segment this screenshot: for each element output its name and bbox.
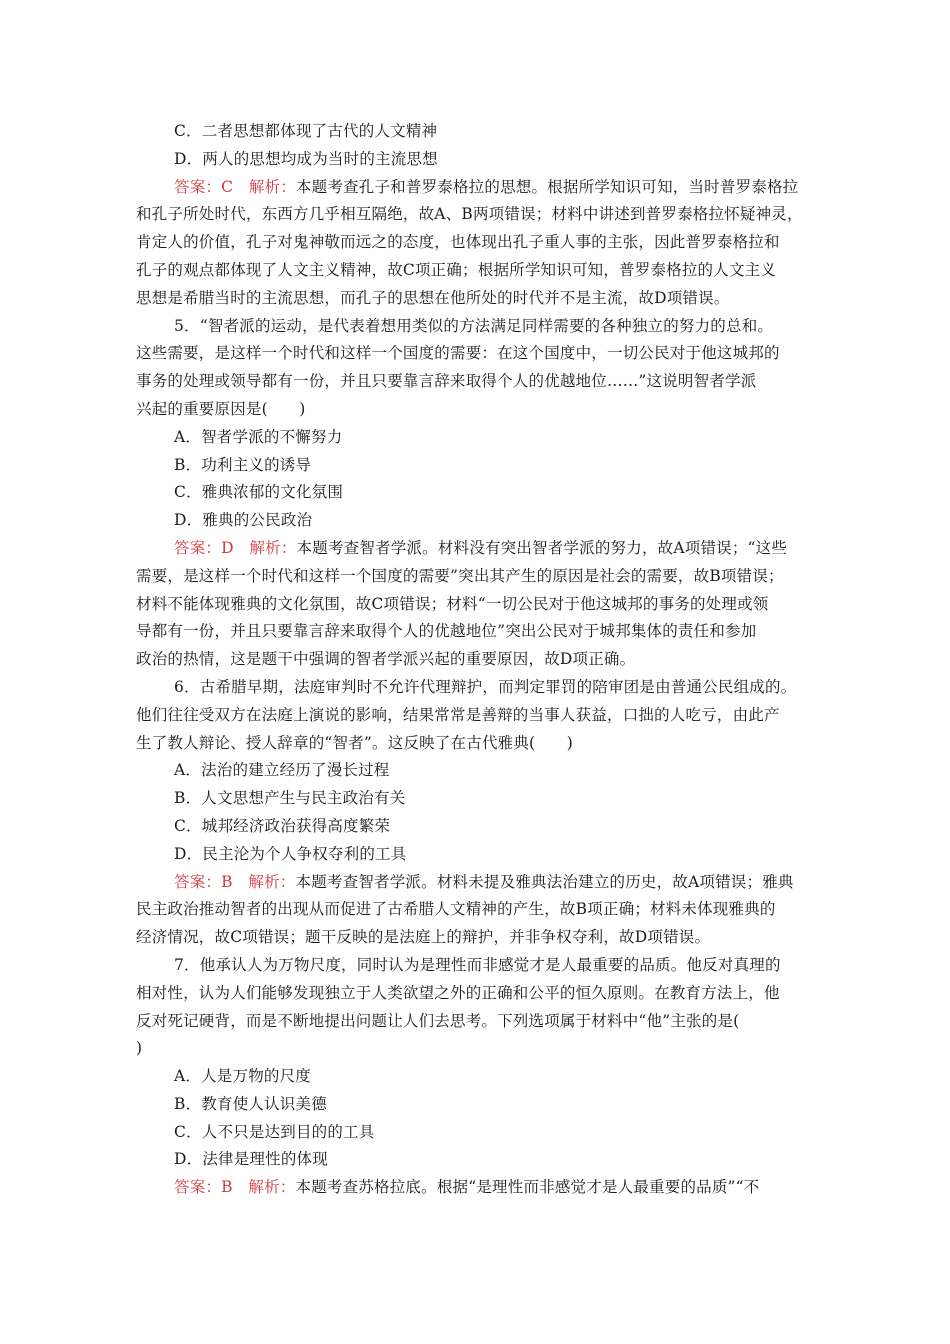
- analysis-label: 解析：: [248, 177, 296, 196]
- question-stem: 这些需要，是这样一个时代和这样一个国度的需要：在这个国度中，一切公民对于他这城邦的: [136, 344, 780, 363]
- analysis-text: 思想是希腊当时的主流思想，而孔子的思想在他所处的时代并不是主流，故D项错误。: [136, 288, 730, 307]
- question-stem: 生了教人辩论、授人辞章的“智者”。这反映了在古代雅典( ): [136, 733, 573, 752]
- analysis-text: 导都有一份，并且只要靠言辞来取得个人的优越地位”突出公民对于城邦集体的责任和参加: [136, 622, 757, 641]
- answer-label: 答案：: [174, 872, 222, 891]
- option-d: D．法律是理性的体现: [174, 1150, 328, 1169]
- answer-label: 答案：: [174, 1178, 222, 1197]
- analysis-text: 本题考查孔子和普罗泰格拉的思想。根据所学知识可知，当时普罗泰格拉: [295, 177, 799, 196]
- analysis-text: 和孔子所处时代，东西方几乎相互隔绝，故A、B两项错误；材料中讲述到普罗泰格拉怀疑神灵，: [136, 205, 803, 224]
- question-stem: 6．古希腊早期，法庭审判时不允许代理辩护，而判定罪罚的陪审团是由普通公民组成的。: [174, 677, 797, 696]
- question-4: [136, 118, 816, 313]
- analysis-text: 肯定人的价值，孔子对鬼神敬而远之的态度，也体现出孔子重人事的主张，因此普罗泰格拉和: [136, 233, 780, 252]
- option-b: B．教育使人认识美德: [174, 1094, 327, 1113]
- answer-label: 答案：: [174, 177, 222, 196]
- question-stem: 相对性，认为人们能够发现独立于人类欲望之外的正确和公平的恒久原则。在教育方法上，他: [136, 983, 780, 1002]
- analysis-text: 本题考查智者学派。材料没有突出智者学派的努力，故A项错误；“这些: [296, 538, 788, 557]
- answer-value: B: [221, 1178, 249, 1197]
- option-b: B．人文思想产生与民主政治有关: [174, 789, 406, 808]
- option-d: D．民主沦为个人争权夺利的工具: [174, 844, 407, 863]
- answer-label: 答案：: [174, 538, 222, 557]
- question-stem: 5．“智者派的运动，是代表着想用类似的方法满足同样需要的各种独立的努力的总和。: [174, 316, 774, 335]
- question-stem: 反对死记硬背，而是不断地提出问题让人们去思考。下列选项属于材料中“他”主张的是(: [136, 1011, 740, 1030]
- analysis-label: 解析：: [249, 538, 297, 557]
- question-stem: 他们往往受双方在法庭上演说的影响，结果常常是善辩的当事人获益，口拙的人吃亏，由此产: [136, 705, 780, 724]
- analysis-text: 本题考查苏格拉底。根据“是理性而非感觉才是人最重要的品质”“不: [295, 1178, 760, 1197]
- option-a: A．人是万物的尺度: [174, 1067, 311, 1086]
- option-c: C．雅典浓郁的文化氛围: [174, 483, 344, 502]
- question-7: [136, 952, 816, 1202]
- option-c: C．人不只是达到目的的工具: [174, 1122, 375, 1141]
- answer-line: [136, 174, 816, 202]
- question-stem: 7．他承认人为万物尺度，同时认为是理性而非感觉才是人最重要的品质。他反对真理的: [174, 955, 781, 974]
- option-c: C．城邦经济政治获得高度繁荣: [174, 816, 391, 835]
- answer-line: [136, 535, 816, 563]
- analysis-text: 民主政治推动智者的出现从而促进了古希腊人文精神的产生，故B项正确；材料未体现雅典的: [136, 900, 776, 919]
- answer-line: [136, 1174, 816, 1202]
- option-b: B．功利主义的诱导: [174, 455, 312, 474]
- analysis-label: 解析：: [248, 872, 296, 891]
- answer-line: [136, 869, 816, 897]
- analysis-label: 解析：: [248, 1178, 296, 1197]
- option-d: D．两人的思想均成为当时的主流思想: [174, 149, 438, 168]
- question-6: [136, 674, 816, 952]
- answer-value: D: [221, 538, 250, 557]
- answer-value: B: [221, 872, 249, 891]
- analysis-text: 孔子的观点都体现了人文主义精神，故C项正确；根据所学知识可知，普罗泰格拉的人文主义: [136, 260, 777, 279]
- option-d: D．雅典的公民政治: [174, 511, 313, 530]
- question-stem: ): [136, 1039, 143, 1058]
- analysis-text: 材料不能体现雅典的文化氛围，故C项错误；材料“一切公民对于他这城邦的事务的处理或领: [136, 594, 769, 613]
- option-a: A．法治的建立经历了漫长过程: [174, 761, 390, 780]
- document-page: [136, 118, 816, 1202]
- option-a: A．智者学派的不懈努力: [174, 427, 343, 446]
- question-5: [136, 313, 816, 674]
- question-stem: 兴起的重要原因是( ): [136, 399, 306, 418]
- analysis-text: 需要，是这样一个时代和这样一个国度的需要”突出其产生的原因是社会的需要，故B项错误；: [136, 566, 784, 585]
- question-stem: 事务的处理或领导都有一份，并且只要靠言辞来取得个人的优越地位……”这说明智者学派: [136, 372, 757, 391]
- answer-value: C: [221, 177, 249, 196]
- analysis-text: 政治的热情，这是题干中强调的智者学派兴起的重要原因，故D项正确。: [136, 650, 636, 669]
- analysis-text: 本题考查智者学派。材料未提及雅典法治建立的历史，故A项错误；雅典: [295, 872, 794, 891]
- analysis-text: 经济情况，故C项错误；题干反映的是法庭上的辩护，并非争权夺利，故D项错误。: [136, 928, 711, 947]
- option-c: C．二者思想都体现了古代的人文精神: [174, 122, 438, 140]
